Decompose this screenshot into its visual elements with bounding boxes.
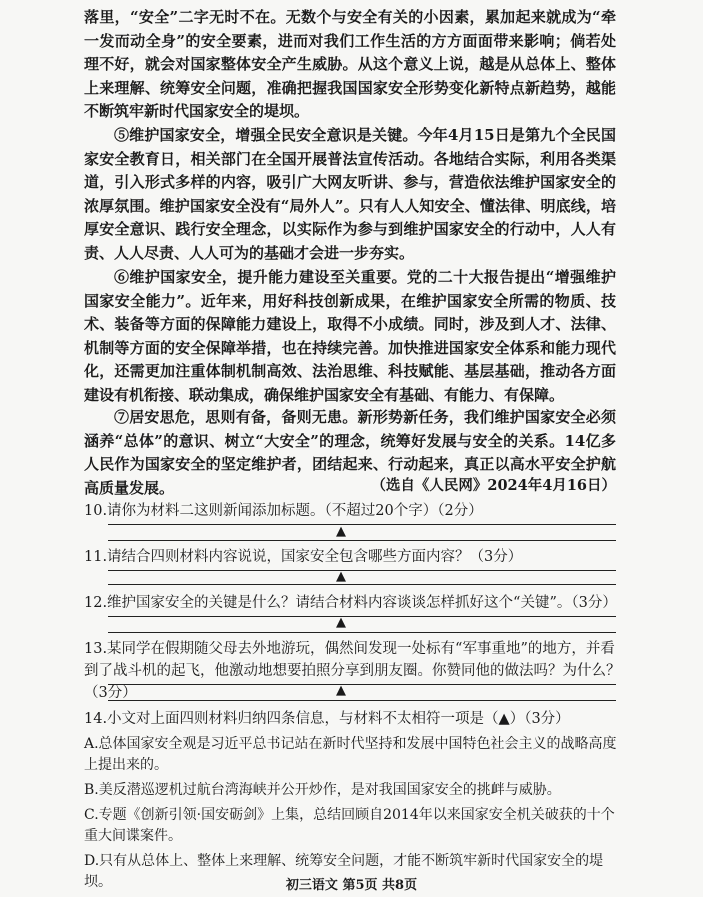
answer-marker-13: ▲ <box>336 683 346 698</box>
answer-line-10a[interactable] <box>108 524 616 525</box>
question-11: 11.请结合四则材料内容说说，国家安全包含哪些方面内容？（3分） <box>84 549 523 565</box>
answer-line-10b[interactable] <box>108 540 616 541</box>
answer-line-13b[interactable] <box>108 700 616 701</box>
option-d[interactable]: D.只有从总体上、整体上来理解、统筹安全问题，才能不断筑牢新时代国家安全的堤坝。 <box>84 853 604 890</box>
page-footer: 初三语文 第5页 共8页 <box>285 878 418 893</box>
answer-line-11b[interactable] <box>108 584 616 585</box>
question-14: 14.小文对上面四则材料归纳四条信息，与材料不太相符一项是（▲）（3分） <box>84 711 570 727</box>
answer-line-11a[interactable] <box>108 570 616 571</box>
answer-marker-12: ▲ <box>336 615 346 630</box>
answer-line-12b[interactable] <box>108 632 616 633</box>
passage-paragraph-1: 落里，“安全”二字无时不在。无数个与安全有关的小因素，累加起来就成为“牵一发而动全身”的安全要素，进而对我们工作生活的方方面面带来影响；倘若处理不好，就会对国家整体安全产生威胁。从这个意义上说，越是从总体上、整体上来理解、统筹安全问题，准确把握我国国家安全形势变化新特点新趋势，越能不断筑牢新时代国家安全的堤坝。 <box>84 8 616 120</box>
question-12: 12.维护国家安全的关键是什么？请结合材料内容谈谈怎样抓好这个“关键”。（3分） <box>84 595 617 611</box>
passage-paragraph-6: ⑥维护国家安全，提升能力建设至关重要。党的二十大报告提出“增强维护国家安全能力”。近年来，用好科技创新成果，在维护国家安全所需的物质、技术、装备等方面的保障能力建设上，取得不小成绩。同时，涉及到人才、法律、机制等方面的安全保障举措，也在持续完善。加快推进国家安全体系和能力现代化，还需更加注重体制机制高效、法治思维、科技赋能、基层基础，推动各方面建设有机衔接、联动集成，确保维护国家安全有基础、有能力、有保障。 <box>84 268 616 404</box>
passage-paragraph-7: ⑦居安思危，思则有备，备则无患。新形势新任务，我们维护国家安全必须涵养“总体”的意识、树立“大安全”的理念，统筹好发展与安全的关系。14亿多人民作为国家安全的坚定维护者，团结起来、行动起来，真正以高水平安全护航高质量发展。 <box>84 408 616 497</box>
question-10: 10.请你为材料二这则新闻添加标题。（不超过20个字）（2分） <box>84 503 483 519</box>
option-a[interactable]: A.总体国家安全观是习近平总书记站在新时代坚持和发展中国特色社会主义的战略高度上提出来的。 <box>84 736 617 773</box>
answer-marker-10: ▲ <box>336 524 346 539</box>
option-c[interactable]: C.专题《创新引领·国安砺剑》上集，总结回顾自2014年以来国家安全机关破获的十个重大间谍案件。 <box>84 807 615 844</box>
passage-paragraph-5: ⑤维护国家安全，增强全民安全意识是关键。今年4月15日是第九个全民国家安全教育日，相关部门在全国开展普法宣传活动。各地结合实际，利用各类渠道，引入形式多样的内容，吸引广大网友听讲、参与，营造依法维护国家安全的浓厚氛围。维护国家安全没有“局外人”。只有人人知安全、懂法律、明底线，培厚安全意识、践行安全理念，以实际作为参与到维护国家安全的行动中，人人有责、人人尽责、人人可为的基础才会进一步夯实。 <box>84 126 616 262</box>
option-b[interactable]: B.美反潜巡逻机过航台湾海峡并公开炒作，是对我国国家安全的挑衅与威胁。 <box>84 782 561 798</box>
passage-source: （选自《人民网》2024年4月16日） <box>371 477 616 494</box>
answer-line-13a[interactable] <box>108 684 616 685</box>
question-13: 13.某同学在假期随父母去外地游玩，偶然间发现一处标有“军事重地”的地方，并看到了战斗机的起飞，他激动地想要拍照分享到朋友圈。你赞同他的做法吗？为什么？（3分） <box>84 641 621 701</box>
answer-line-12a[interactable] <box>108 616 616 617</box>
answer-marker-11: ▲ <box>336 569 346 584</box>
